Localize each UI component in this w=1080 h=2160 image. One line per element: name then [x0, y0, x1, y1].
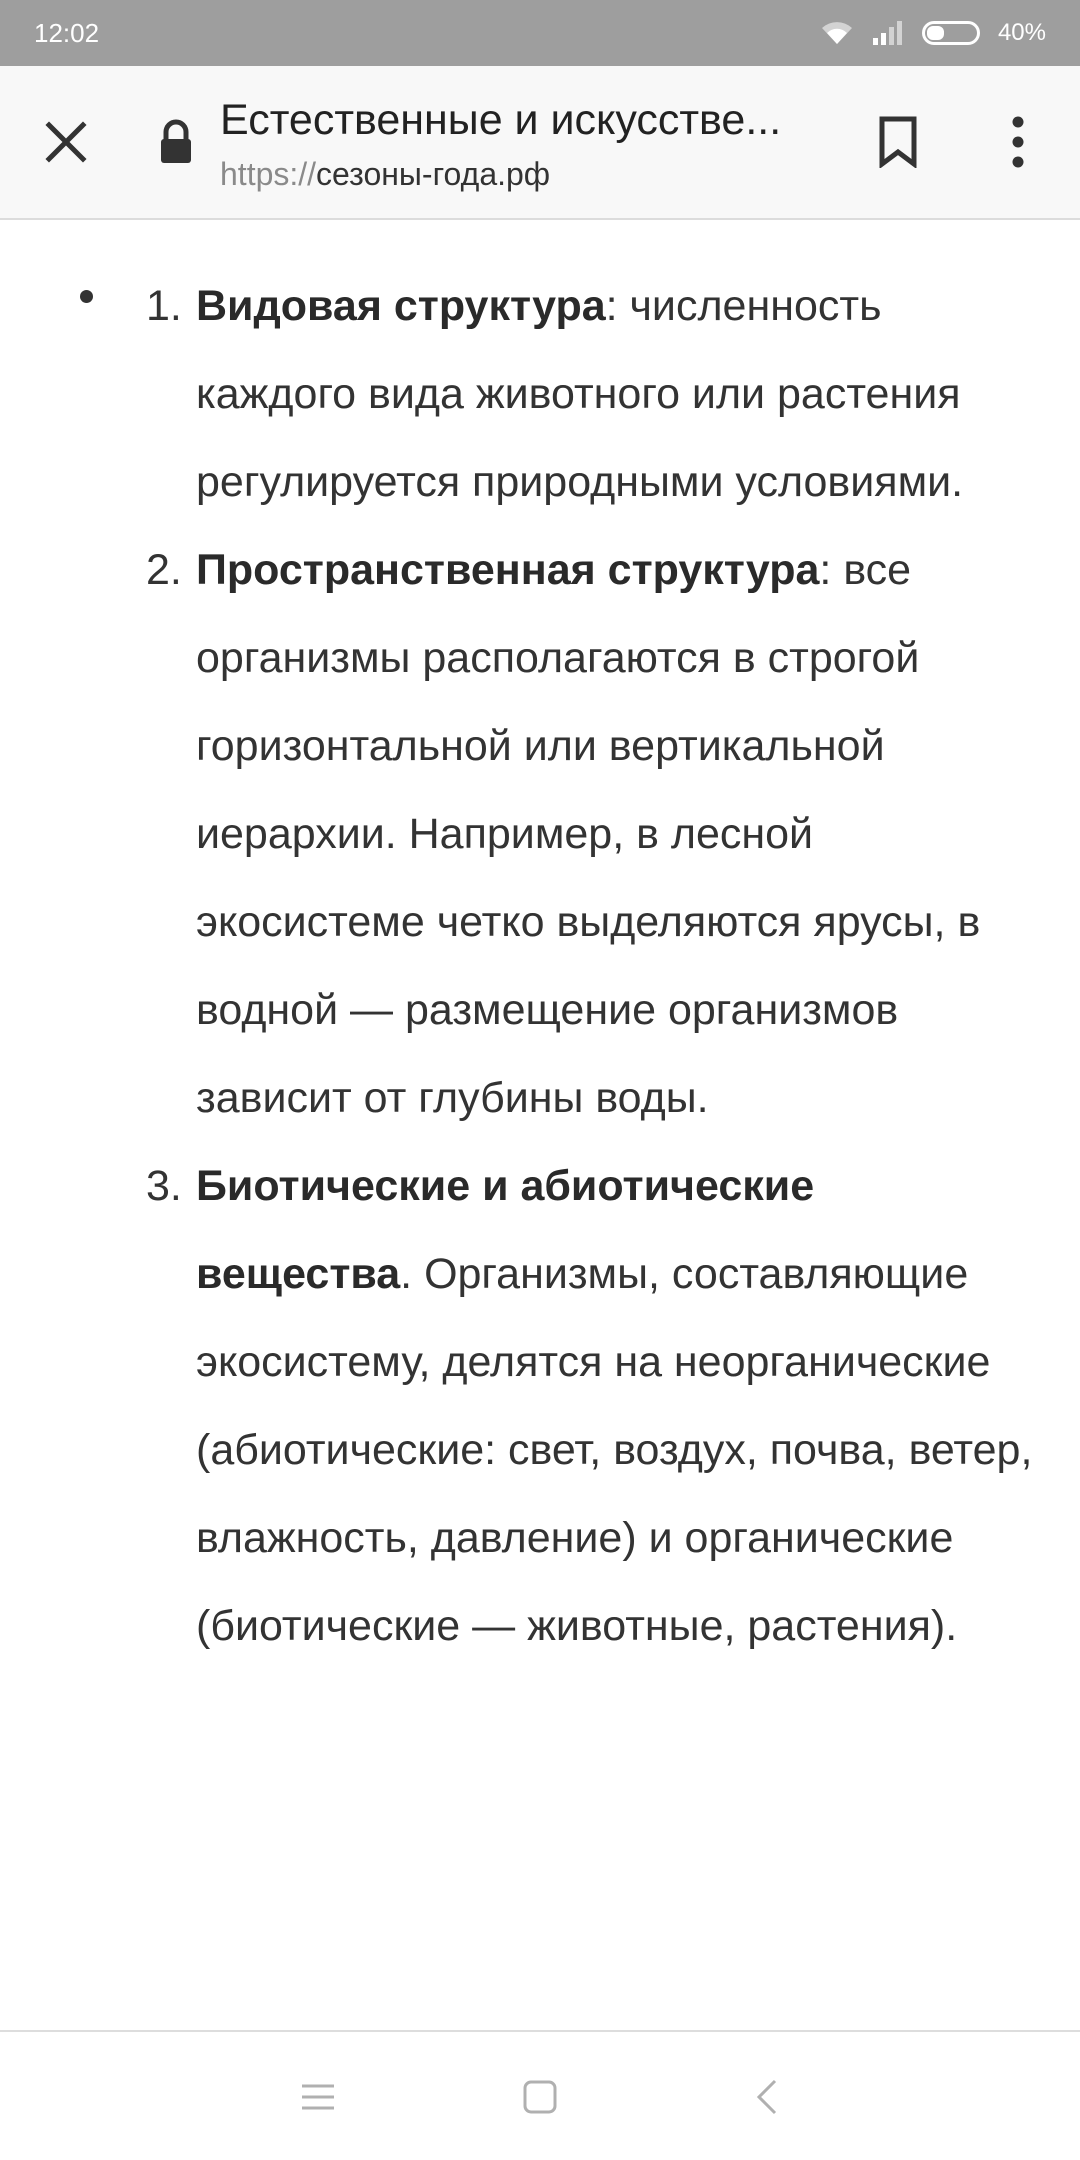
- more-options-button[interactable]: [990, 110, 1046, 174]
- list-item-text: : все организмы располагаются в строгой горизонтальной или вертикальной иерархии. Например, в лесной экосистеме четко выделяются ярусы, в водной — размещение организмов зависит от глубины воды.: [196, 546, 981, 1122]
- menu-icon: [300, 2082, 336, 2112]
- list-item-number: 2.: [146, 546, 182, 594]
- list-item-text: . Организмы, составляющие экосистему, делятся на неорганические (абиотические: свет, воздух, почва, ветер, влажность, давление) и органические (биотические — животные, растения).: [196, 1250, 1033, 1650]
- bookmark-button[interactable]: [870, 110, 926, 174]
- signal-icon: [872, 20, 904, 46]
- list-item: [0, 262, 1080, 526]
- close-icon: [44, 120, 88, 164]
- home-icon: [522, 2079, 558, 2115]
- back-icon: [755, 2078, 779, 2116]
- list-item-text: : численность каждого вида животного или растения регулируется природными условиями.: [196, 282, 964, 506]
- url-bar[interactable]: [220, 156, 550, 193]
- bookmark-icon: [878, 116, 918, 168]
- menu-button[interactable]: [283, 2062, 353, 2132]
- battery-icon: [922, 21, 980, 45]
- page-content: [0, 220, 1080, 2030]
- list-item-heading: Биотические и абиотические вещества: [196, 1162, 815, 1298]
- list-item-number: 3.: [146, 1162, 182, 1210]
- status-bar: [0, 0, 1080, 66]
- browser-toolbar: [0, 66, 1080, 220]
- navigation-bar: [0, 2030, 1080, 2160]
- close-button[interactable]: [34, 110, 98, 174]
- battery-percent: 40%: [997, 19, 1046, 46]
- numbered-list: [0, 262, 1080, 1670]
- status-time: 12:02: [34, 17, 100, 48]
- url-scheme: https://: [220, 156, 317, 192]
- list-item-number: 1.: [146, 282, 182, 330]
- url-host: сезоны-года.рф: [316, 156, 551, 192]
- list-item: [0, 1142, 1080, 1670]
- home-button[interactable]: [505, 2062, 575, 2132]
- wifi-icon: [820, 20, 854, 46]
- back-button[interactable]: [732, 2062, 802, 2132]
- list-item: [0, 526, 1080, 1142]
- list-item-heading: Пространственная структура: [196, 546, 820, 594]
- lock-icon: [156, 118, 196, 166]
- status-icons: [820, 19, 1046, 47]
- page-title[interactable]: Естественные и искусстве...: [220, 96, 782, 144]
- more-vert-icon: [1010, 116, 1026, 168]
- battery-level-fill: [927, 26, 944, 40]
- list-item-heading: Видовая структура: [196, 282, 606, 330]
